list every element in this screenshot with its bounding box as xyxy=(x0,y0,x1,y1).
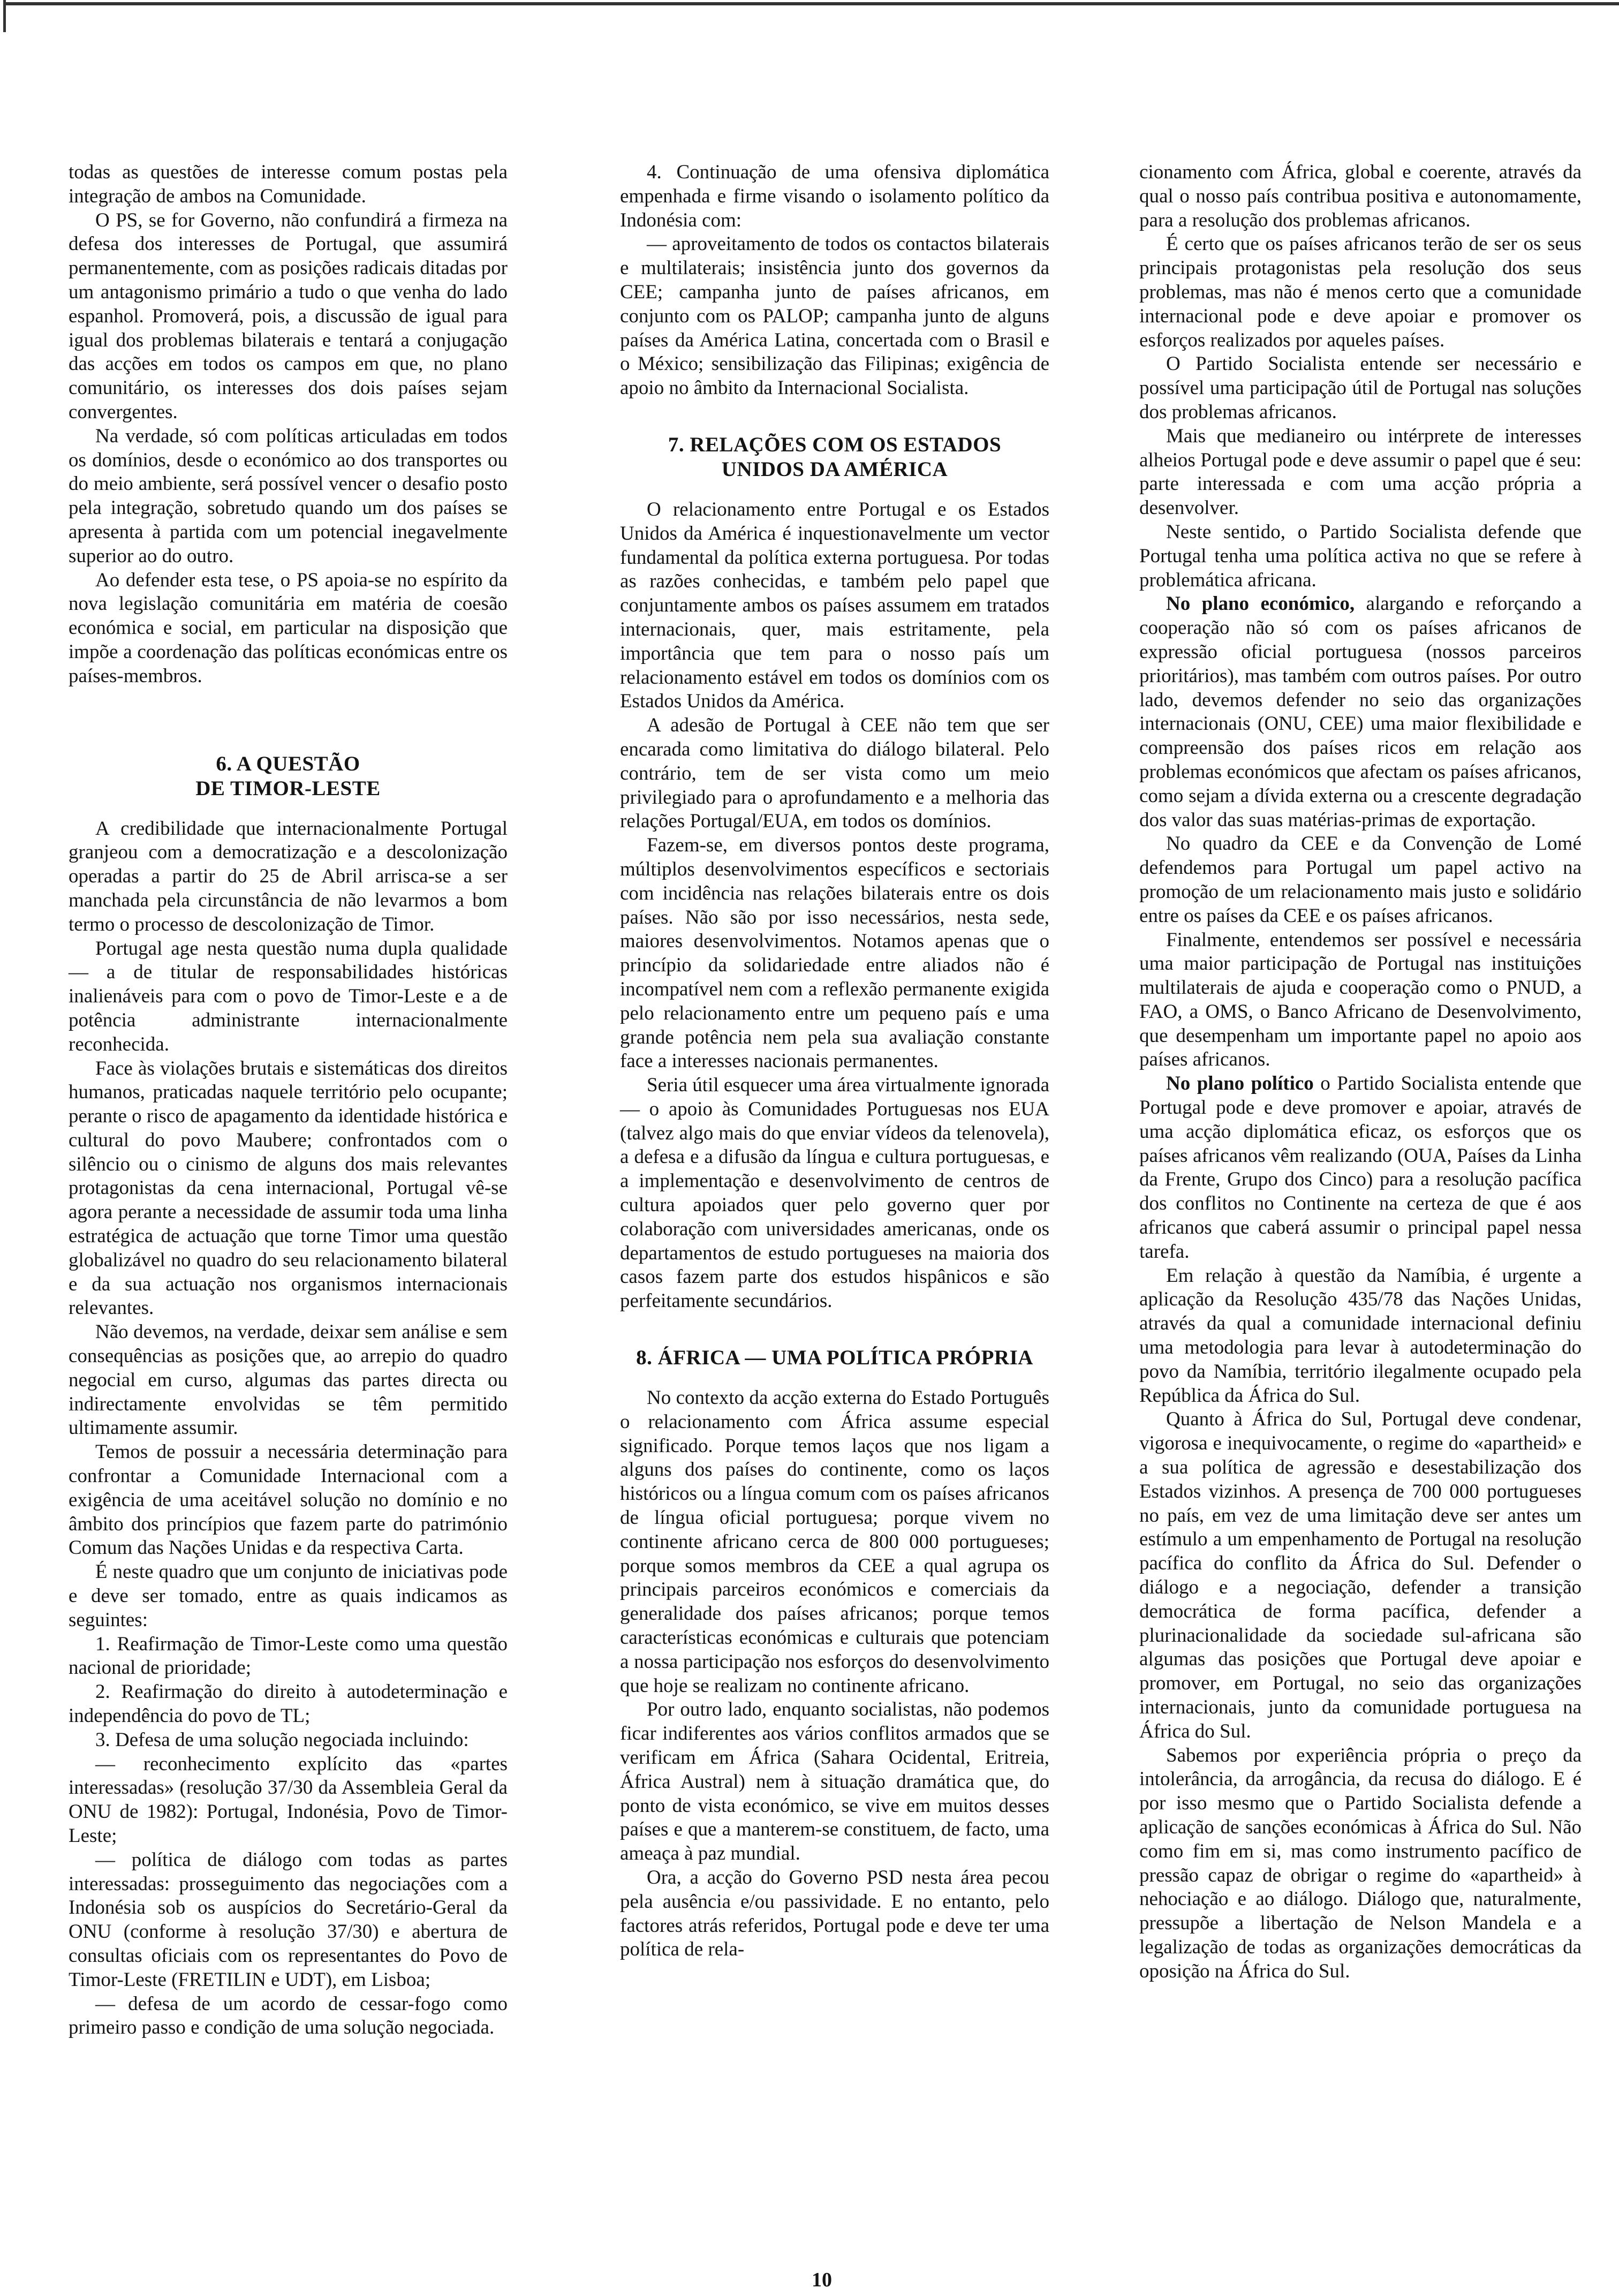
column-left xyxy=(69,161,508,2040)
paragraph: É neste quadro que um conjunto de iniciativas pode e deve ser tomado, entre as quais indicamos as seguintes: xyxy=(69,1561,508,1631)
paragraph: Sabemos por experiência própria o preço da intolerância, da arrogância, da recusa do diálogo. E é por isso mesmo que o Partido Socialista defende a aplicação de sanções económicas à África do Sul. Não como fim em si, mas como instrumento pacífico de pressão capaz de obrigar o regime do «apartheid» à nehociação e ao diálogo. Diálogo que, naturalmente, pressupõe a libertação de Nelson Mandela e a legalização de todas as organizações democráticas da oposição na África do Sul. xyxy=(1139,1744,1582,1982)
column-middle xyxy=(620,161,1049,1962)
paragraph-text: alargando e reforçando a cooperação não só com os países africanos de expressão oficial portuguesa (nossos parceiros prioritários), mas também com outros países. Por outro lado, devemos defender no seio das organizações internacionais (ONU, CEE) uma maior flexibilidade e compreensão dos países ricos em relação aos problemas económicos que afectam os países africanos, como sejam a dívida externa ou a crescente degradação dos valor das suas matérias-primas de exportação. xyxy=(1139,593,1582,831)
section-heading-6 xyxy=(69,752,508,801)
paragraph: O PS, se for Governo, não confundirá a firmeza na defesa dos interesses de Portugal, que assumirá permanentemente, com as posições radicais ditadas por um antagonismo primário a tudo o que venha do lado espanhol. Promoverá, pois, a discussão de igual para igual dos problemas bilaterais e tentará a conjugação das acções em todos os campos em que, no plano comunitário, os interesses dos dois países sejam convergentes. xyxy=(69,209,508,423)
paragraph: 3. Defesa de uma solução negociada incluindo: xyxy=(95,1728,469,1751)
paragraph: O Partido Socialista entende ser necessário e possível uma participação útil de Portugal nas soluções dos problemas africanos. xyxy=(1139,353,1582,423)
paragraph: Não devemos, na verdade, deixar sem análise e sem consequências as posições que, ao arrepio do quadro negocial em curso, algumas das partes directa ou indirectamente envolvidas se têm permitido ultimamente assumir. xyxy=(69,1321,508,1439)
paragraph-text: o Partido Socialista entende que Portugal pode e deve promover e apoiar, através de uma acção diplomática eficaz, os esforços que os países africanos vêm realizando (OUA, Países da Linha da Frente, Grupo dos Cinco) para a resolução pacífica dos conflitos no Continente na certeza de que é aos africanos que caberá assumir o principal papel nessa tarefa. xyxy=(1139,1073,1582,1263)
paragraph: Ora, a acção do Governo PSD nesta área pecou pela ausência e/ou passividade. E no entanto, pelo factores atrás referidos, Portugal pode e deve ter uma política de rela- xyxy=(620,1867,1049,1961)
paragraph: Por outro lado, enquanto socialistas, não podemos ficar indiferentes aos vários conflitos armados que se verificam em África (Sahara Ocidental, Eritreia, África Austral) nem à situação dramática que, do ponto de vista económico, se vive em muitos desses países e que a manterem-se constituem, de facto, uma ameaça à paz mundial. xyxy=(620,1698,1049,1865)
paragraph: É certo que os países africanos terão de ser os seus principais protagonistas pela resolução dos seus problemas, mas não é menos certo que a comunidade internacional pode e deve apoiar e promover os esforços realizados por aqueles países. xyxy=(1139,233,1582,351)
paragraph: 1. Reafirmação de Timor-Leste como uma questão nacional de prioridade; xyxy=(69,1633,508,1679)
paragraph: Neste sentido, o Partido Socialista defende que Portugal tenha uma política activa no que se refere à problemática africana. xyxy=(1139,520,1582,591)
paragraph: Portugal age nesta questão numa dupla qualidade — a de titular de responsabilidades históricas inalienáveis para com o povo de Timor-Leste e a de potência administrante internacionalmente reconhecida. xyxy=(69,937,508,1055)
column-right xyxy=(1139,161,1582,1984)
paragraph: 2. Reafirmação do direito à autodeterminação e independência do povo de TL; xyxy=(69,1681,508,1727)
paragraph: A adesão de Portugal à CEE não tem que ser encarada como limitativa do diálogo bilateral. Pelo contrário, tem de ser vista como um meio privilegiado para o aprofundamento e a melhoria das relações Portugal/EUA, em todos os domínios. xyxy=(620,714,1049,833)
bold-lead: No plano político xyxy=(1166,1073,1314,1095)
paragraph: — política de diálogo com todas as partes interessadas: prosseguimento das negociações com a Indonésia sob os auspícios do Secretário-Geral da ONU (conforme à resolução 37/30) e abertura de consultas oficiais com os representantes do Povo de Timor-Leste (FRETILIN e UDT), em Lisboa; xyxy=(69,1848,508,1991)
paragraph: Seria útil esquecer uma área virtualmente ignorada — o apoio às Comunidades Portuguesas nos EUA (talvez algo mais do que enviar vídeos da telenovela), a defesa e a difusão da língua e cultura portuguesas, e a implementação e desenvolvimento de centros de cultura apoiados quer pelo governo quer por colaboração com universidades americanas, onde os departamentos de estudo portugueses na maioria dos casos fazem parte dos estudos hispânicos e são perfeitamente secundários. xyxy=(620,1074,1049,1312)
corner-mark xyxy=(3,0,6,32)
paragraph: — aproveitamento de todos os contactos bilaterais e multilaterais; insistência junto dos governos da CEE; campanha junto de países africanos, em conjunto com os PALOP; campanha junto de alguns países da América Latina, concertada com o Brasil e o México; sensibilização das Filipinas; exigência de apoio no âmbito da Internacional Socialista. xyxy=(620,233,1049,399)
paragraph: Na verdade, só com políticas articuladas em todos os domínios, desde o económico ao dos transportes ou do meio ambiente, será possível vencer o desafio posto pela integração, sobretudo quando um dos países se apresenta à partida com um potencial inegavelmente superior ao do outro. xyxy=(69,425,508,567)
paragraph: O relacionamento entre Portugal e os Estados Unidos da América é inquestionavelmente um vector fundamental da política externa portuguesa. Por todas as razões conhecidas, e também pelo papel que conjuntamente ambos os países assumem em tratados internacionais, quer, mais estritamente, pela importância que tem para o nosso país um relacionamento estável em todos os domínios com os Estados Unidos da América. xyxy=(620,498,1049,713)
section-heading-8: 8. ÁFRICA — UMA POLÍTICA PRÓPRIA xyxy=(636,1346,1033,1370)
paragraph: Finalmente, entendemos ser possível e necessária uma maior participação de Portugal nas instituições multilaterais de ajuda e cooperação como o PNUD, a FAO, a OMS, o Banco Africano de Desenvolvimento, que desempenham um importante papel no apoio aos países africanos. xyxy=(1139,928,1582,1071)
paragraph xyxy=(1139,592,1582,832)
paragraph: — reconhecimento explícito das «partes interessadas» (resolução 37/30 da Assembleia Geral da ONU de 1982): Portugal, Indonésia, Povo de Timor-Leste; xyxy=(69,1753,508,1847)
heading-line: DE TIMOR-LESTE xyxy=(195,776,381,800)
bold-lead: No plano económico, xyxy=(1166,593,1355,615)
heading-line: 7. RELAÇÕES COM OS ESTADOS xyxy=(668,433,1002,456)
heading-line: UNIDOS DA AMÉRICA xyxy=(721,457,948,481)
paragraph: Face às violações brutais e sistemáticas dos direitos humanos, praticadas naquele território pelo ocupante; perante o risco de apagamento da identidade histórica e cultural do povo Maubere; confrontados com o silêncio ou o cinismo de alguns dos mais relevantes protagonistas da cena internacional, Portugal vê-se agora perante a necessidade de assumir toda uma linha estratégica de actuação que torne Timor uma questão globalizável no quadro do seu relacionamento bilateral e da sua actuação nos organismos internacionais relevantes. xyxy=(69,1057,508,1319)
paragraph: No quadro da CEE e da Convenção de Lomé defendemos para Portugal um papel activo na promoção de um relacionamento mais justo e solidário entre os países da CEE e os países africanos. xyxy=(1139,833,1582,927)
paragraph: — defesa de um acordo de cessar-fogo como primeiro passo e condição de uma solução negociada. xyxy=(69,1992,508,2039)
paragraph: Mais que medianeiro ou intérprete de interesses alheios Portugal pode e deve assumir o papel que é seu: parte interessada e com uma acção própria a desenvolver. xyxy=(1139,425,1582,519)
paragraph: No contexto da acção externa do Estado Português o relacionamento com África assume especial significado. Porque temos laços que nos ligam a alguns dos países do continente, como os laços históricos ou a língua comum com os países africanos de língua oficial portuguesa; porque vivem no continente africano cerca de 800 000 portugueses; porque somos membros da CEE a qual agrupa os principais parceiros económicos e comerciais da generalidade dos países africanos; porque temos características económicas e culturais que potenciam a nossa participação nos esforços do desenvolvimento que hoje se realizam no continente africano. xyxy=(620,1387,1049,1697)
paragraph: A credibilidade que internacionalmente Portugal granjeou com a democratização e a descolonização operadas a partir do 25 de Abril arrisca-se a ser manchada pela circunstância de não levarmos a bom termo o processo de descolonização de Timor. xyxy=(69,817,508,935)
paragraph: Temos de possuir a necessária determinação para confrontar a Comunidade Internacional com a exigência de uma aceitável solução no domínio e no âmbito dos princípios que fazem parte do património Comum das Nações Unidas e da respectiva Carta. xyxy=(69,1441,508,1559)
paragraph xyxy=(1139,1072,1582,1264)
paragraph: Ao defender esta tese, o PS apoia-se no espírito da nova legislação comunitária em matéria de coesão económica e social, em particular na disposição que impõe a coordenação das políticas económicas entre os países-membros. xyxy=(69,569,508,687)
paragraph: Em relação à questão da Namíbia, é urgente a aplicação da Resolução 435/78 das Nações Unidas, através da qual a comunidade internacional definiu uma metodologia para levar à autodeterminação do povo da Namíbia, território ilegalmente ocupado pela República da África do Sul. xyxy=(1139,1264,1582,1407)
paragraph: 4. Continuação de uma ofensiva diplomática empenhada e firme visando o isolamento político da Indonésia com: xyxy=(620,161,1049,231)
page-number: 10 xyxy=(812,2269,832,2291)
paragraph: Fazem-se, em diversos pontos deste programa, múltiplos desenvolvimentos específicos e sectoriais com incidência nas relações bilaterais entre os dois países. Não são por isso necessários, nesta sede, maiores desenvolvimentos. Notamos apenas que o princípio da solidariedade entre aliados não é incompatível nem com a reflexão permanente exigida pelo relacionamento entre um pequeno país e uma grande potência nem pela sua avaliação constante face a interesses nacionais permanentes. xyxy=(620,834,1049,1073)
paragraph: Quanto à África do Sul, Portugal deve condenar, vigorosa e inequivocamente, o regime do «apartheid» e a sua política de agressão e desestabilização dos Estados vizinhos. A presença de 700 000 portugueses no país, em vez de uma limitação deve ser antes um estímulo a um empenhamento de Portugal na resolução pacífica do conflito da África do Sul. Defender o diálogo e a negociação, defender a transição democrática de forma pacífica, defender a plurinacionalidade da sociedade sul-africana são algumas das posições que Portugal deve apoiar e promover, em Portugal, no seio das organizações internacionais, junto da comunidade portuguesa na África do Sul. xyxy=(1139,1408,1582,1742)
heading-line: 6. A QUESTÃO xyxy=(216,752,360,775)
paragraph: todas as questões de interesse comum postas pela integração de ambos na Comunidade. xyxy=(69,161,508,207)
section-heading-7 xyxy=(620,433,1049,482)
top-rule xyxy=(5,2,1619,5)
paragraph: cionamento com África, global e coerente, através da qual o nosso país contribua positiva e autonomamente, para a resolução dos problemas africanos. xyxy=(1139,161,1582,231)
